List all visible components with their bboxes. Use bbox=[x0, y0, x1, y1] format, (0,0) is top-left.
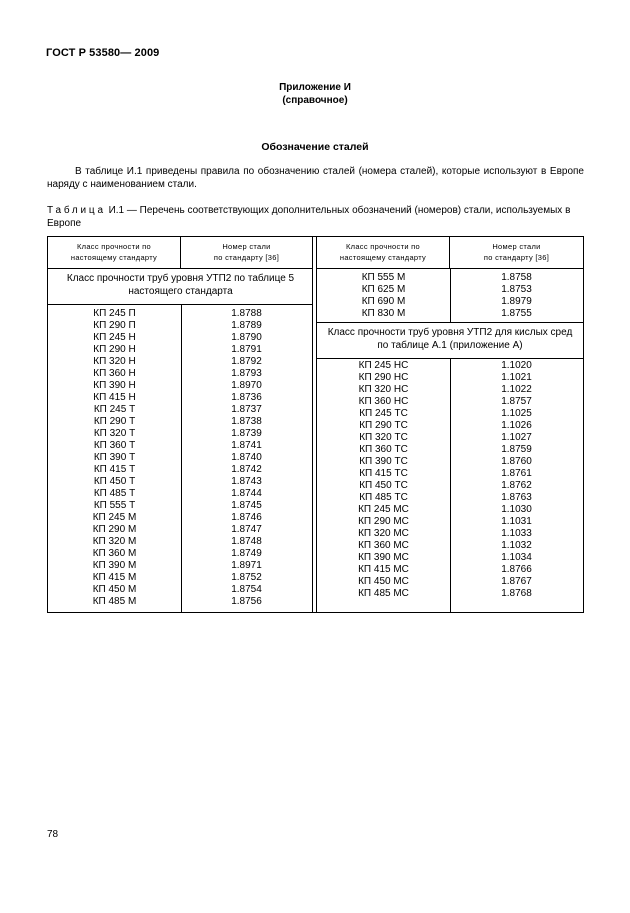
steel-number-cell: 1.8749 bbox=[231, 548, 262, 559]
table-row bbox=[317, 540, 583, 552]
strength-class-cell: КП 290 М bbox=[92, 524, 137, 535]
table-row bbox=[317, 492, 583, 504]
steel-number-cell: 1.1026 bbox=[501, 420, 532, 431]
strength-class-cell: КП 245 Н bbox=[93, 332, 136, 343]
table-row bbox=[317, 528, 583, 540]
table-row bbox=[48, 308, 313, 320]
strength-class-cell: КП 830 М bbox=[361, 308, 406, 319]
strength-class-cell: КП 290 Н bbox=[93, 344, 136, 355]
section-title: Обозначение сталей bbox=[261, 141, 369, 153]
steel-number-cell: 1.8760 bbox=[501, 456, 532, 467]
table-row bbox=[317, 516, 583, 528]
table-row bbox=[48, 392, 313, 404]
strength-class-cell: КП 320 ТС bbox=[359, 432, 408, 443]
strength-class-cell: КП 360 МС bbox=[358, 540, 409, 551]
steel-number-cell: 1.1030 bbox=[501, 504, 532, 515]
steel-number-cell: 1.1031 bbox=[501, 516, 532, 527]
strength-class-cell: КП 415 ТС bbox=[359, 468, 408, 479]
header-strength-class: Класс прочности по настоящему стандарту bbox=[48, 237, 181, 268]
strength-class-cell: КП 320 Т bbox=[93, 428, 136, 439]
table-row bbox=[48, 536, 313, 548]
steel-number-cell: 1.1022 bbox=[501, 384, 532, 395]
strength-class-cell: КП 360 Н bbox=[93, 368, 136, 379]
steel-number-cell: 1.8791 bbox=[231, 344, 262, 355]
header-steel-number: Номер стали по стандарту [36] bbox=[483, 242, 550, 262]
table-left-header bbox=[48, 237, 313, 269]
table-row bbox=[317, 360, 583, 372]
steel-number-cell: 1.8740 bbox=[231, 452, 262, 463]
strength-class-cell: КП 485 Т bbox=[93, 488, 136, 499]
table-row bbox=[317, 296, 583, 308]
table-row bbox=[317, 564, 583, 576]
strength-class-cell: КП 415 М bbox=[92, 572, 137, 583]
steel-number-cell: 1.8753 bbox=[501, 284, 532, 295]
strength-class-cell: КП 485 МС bbox=[358, 588, 409, 599]
table-row bbox=[48, 428, 313, 440]
table-row bbox=[48, 560, 313, 572]
strength-class-cell: КП 320 МС bbox=[358, 528, 409, 539]
steel-number-cell: 1.8755 bbox=[501, 308, 532, 319]
steel-designation-table bbox=[47, 236, 584, 613]
table-row bbox=[48, 452, 313, 464]
steel-number-cell: 1.8761 bbox=[501, 468, 532, 479]
strength-class-cell: КП 555 Т bbox=[93, 500, 136, 511]
table-row bbox=[317, 408, 583, 420]
right-table-body-top bbox=[317, 269, 583, 323]
table-row bbox=[317, 468, 583, 480]
table-row bbox=[48, 464, 313, 476]
strength-class-cell: КП 415 МС bbox=[358, 564, 409, 575]
strength-class-cell: КП 245 ТС bbox=[359, 408, 408, 419]
steel-number-cell: 1.8792 bbox=[231, 356, 262, 367]
appendix-note: (справочное) bbox=[282, 95, 348, 106]
strength-class-cell: КП 690 М bbox=[361, 296, 406, 307]
strength-class-cell: КП 485 М bbox=[92, 596, 137, 607]
table-row bbox=[48, 476, 313, 488]
table-row bbox=[317, 308, 583, 320]
strength-class-cell: КП 290 МС bbox=[358, 516, 409, 527]
steel-number-cell: 1.8793 bbox=[231, 368, 262, 379]
table-left-half bbox=[48, 237, 313, 612]
appendix-title: Приложение И bbox=[279, 82, 351, 93]
table-row bbox=[317, 396, 583, 408]
steel-number-cell: 1.8741 bbox=[231, 440, 262, 451]
steel-number-cell: 1.8743 bbox=[231, 476, 262, 487]
strength-class-cell: КП 450 МС bbox=[358, 576, 409, 587]
strength-class-cell: КП 290 НС bbox=[358, 372, 409, 383]
table-caption-prefix: Таблица bbox=[47, 205, 106, 216]
steel-number-cell: 1.1032 bbox=[501, 540, 532, 551]
table-right-half bbox=[317, 237, 583, 612]
steel-number-cell: 1.1034 bbox=[501, 552, 532, 563]
steel-number-cell: 1.8971 bbox=[231, 560, 262, 571]
strength-class-cell: КП 245 НС bbox=[358, 360, 409, 371]
document-code: ГОСТ Р 53580— 2009 bbox=[46, 47, 160, 59]
strength-class-cell: КП 320 Н bbox=[93, 356, 136, 367]
table-row bbox=[48, 512, 313, 524]
steel-number-cell: 1.8758 bbox=[501, 272, 532, 283]
right-table-body-bottom bbox=[317, 359, 583, 612]
strength-class-cell: КП 415 Н bbox=[93, 392, 136, 403]
table-row bbox=[317, 372, 583, 384]
strength-class-cell: КП 320 НС bbox=[358, 384, 409, 395]
right-group-title: Класс прочности труб уровня УТП2 для кислых сред по таблице А.1 (приложение А) bbox=[317, 323, 583, 359]
steel-number-cell: 1.1033 bbox=[501, 528, 532, 539]
table-row bbox=[48, 332, 313, 344]
steel-number-cell: 1.1020 bbox=[501, 360, 532, 371]
steel-number-cell: 1.8789 bbox=[231, 320, 262, 331]
strength-class-cell: КП 390 Т bbox=[93, 452, 136, 463]
steel-number-cell: 1.8737 bbox=[231, 404, 262, 415]
table-row bbox=[48, 596, 313, 608]
table-row bbox=[317, 504, 583, 516]
intro-paragraph: В таблице И.1 приведены правила по обозначению сталей (номера сталей), которые используют в Европе наряду с наименованием стали. bbox=[47, 166, 584, 190]
steel-number-cell: 1.8767 bbox=[501, 576, 532, 587]
table-row bbox=[48, 344, 313, 356]
table-row bbox=[317, 576, 583, 588]
steel-number-cell: 1.8742 bbox=[231, 464, 262, 475]
table-row bbox=[317, 444, 583, 456]
steel-number-cell: 1.8738 bbox=[231, 416, 262, 427]
steel-number-cell: 1.8788 bbox=[231, 308, 262, 319]
steel-number-cell: 1.1025 bbox=[501, 408, 532, 419]
strength-class-cell: КП 245 М bbox=[92, 512, 137, 523]
strength-class-cell: КП 390 Н bbox=[93, 380, 136, 391]
table-row bbox=[317, 588, 583, 600]
steel-number-cell: 1.8759 bbox=[501, 444, 532, 455]
strength-class-cell: КП 290 П bbox=[93, 320, 136, 331]
strength-class-cell: КП 320 М bbox=[92, 536, 137, 547]
left-group-title: Класс прочности труб уровня УТП2 по таблице 5 настоящего стандарта bbox=[48, 269, 313, 305]
strength-class-cell: КП 450 М bbox=[92, 584, 137, 595]
strength-class-cell: КП 450 ТС bbox=[359, 480, 408, 491]
table-row bbox=[317, 432, 583, 444]
steel-number-cell: 1.8766 bbox=[501, 564, 532, 575]
steel-number-cell: 1.8970 bbox=[231, 380, 262, 391]
steel-number-cell: 1.8747 bbox=[231, 524, 262, 535]
table-row bbox=[48, 356, 313, 368]
steel-number-cell: 1.8739 bbox=[231, 428, 262, 439]
steel-number-cell: 1.1021 bbox=[501, 372, 532, 383]
table-row bbox=[48, 500, 313, 512]
steel-number-cell: 1.1027 bbox=[501, 432, 532, 443]
strength-class-cell: КП 555 М bbox=[361, 272, 406, 283]
table-row bbox=[317, 456, 583, 468]
steel-number-cell: 1.8763 bbox=[501, 492, 532, 503]
table-row bbox=[317, 552, 583, 564]
table-row bbox=[317, 420, 583, 432]
table-row bbox=[317, 284, 583, 296]
strength-class-cell: КП 450 Т bbox=[93, 476, 136, 487]
table-row bbox=[317, 480, 583, 492]
header-strength-class: Класс прочности по настоящему стандарту bbox=[317, 237, 450, 268]
strength-class-cell: КП 290 Т bbox=[93, 416, 136, 427]
strength-class-cell: КП 390 МС bbox=[358, 552, 409, 563]
strength-class-cell: КП 485 ТС bbox=[359, 492, 408, 503]
strength-class-cell: КП 360 М bbox=[92, 548, 137, 559]
table-row bbox=[48, 584, 313, 596]
steel-number-cell: 1.8748 bbox=[231, 536, 262, 547]
table-row bbox=[48, 320, 313, 332]
steel-number-cell: 1.8752 bbox=[231, 572, 262, 583]
steel-number-cell: 1.8744 bbox=[231, 488, 262, 499]
table-caption-text: И.1 — Перечень соответствующих дополнительных обозначений (номеров) стали, используемых в Европе bbox=[47, 205, 571, 229]
page-number: 78 bbox=[47, 829, 59, 840]
steel-number-cell: 1.8754 bbox=[231, 584, 262, 595]
steel-number-cell: 1.8979 bbox=[501, 296, 532, 307]
steel-number-cell: 1.8736 bbox=[231, 392, 262, 403]
table-row bbox=[317, 272, 583, 284]
steel-number-cell: 1.8768 bbox=[501, 588, 532, 599]
steel-number-cell: 1.8790 bbox=[231, 332, 262, 343]
strength-class-cell: КП 245 Т bbox=[93, 404, 136, 415]
table-row bbox=[48, 368, 313, 380]
table-row bbox=[48, 380, 313, 392]
table-row bbox=[48, 572, 313, 584]
header-steel-number: Номер стали по стандарту [36] bbox=[213, 242, 280, 262]
table-right-header bbox=[317, 237, 583, 269]
table-row bbox=[48, 404, 313, 416]
strength-class-cell: КП 290 ТС bbox=[359, 420, 408, 431]
steel-number-cell: 1.8762 bbox=[501, 480, 532, 491]
steel-number-cell: 1.8745 bbox=[231, 500, 262, 511]
strength-class-cell: КП 360 Т bbox=[93, 440, 136, 451]
steel-number-cell: 1.8757 bbox=[501, 396, 532, 407]
table-row bbox=[48, 524, 313, 536]
steel-number-cell: 1.8746 bbox=[231, 512, 262, 523]
left-table-body bbox=[48, 305, 313, 612]
table-row bbox=[317, 384, 583, 396]
strength-class-cell: КП 625 М bbox=[361, 284, 406, 295]
strength-class-cell: КП 390 М bbox=[92, 560, 137, 571]
strength-class-cell: КП 390 ТС bbox=[359, 456, 408, 467]
strength-class-cell: КП 245 МС bbox=[358, 504, 409, 515]
table-row bbox=[48, 440, 313, 452]
table-row bbox=[48, 416, 313, 428]
strength-class-cell: КП 415 Т bbox=[93, 464, 136, 475]
strength-class-cell: КП 360 НС bbox=[358, 396, 409, 407]
steel-number-cell: 1.8756 bbox=[231, 596, 262, 607]
strength-class-cell: КП 245 П bbox=[93, 308, 136, 319]
table-caption bbox=[47, 204, 584, 230]
table-row bbox=[48, 488, 313, 500]
table-row bbox=[48, 548, 313, 560]
strength-class-cell: КП 360 ТС bbox=[359, 444, 408, 455]
